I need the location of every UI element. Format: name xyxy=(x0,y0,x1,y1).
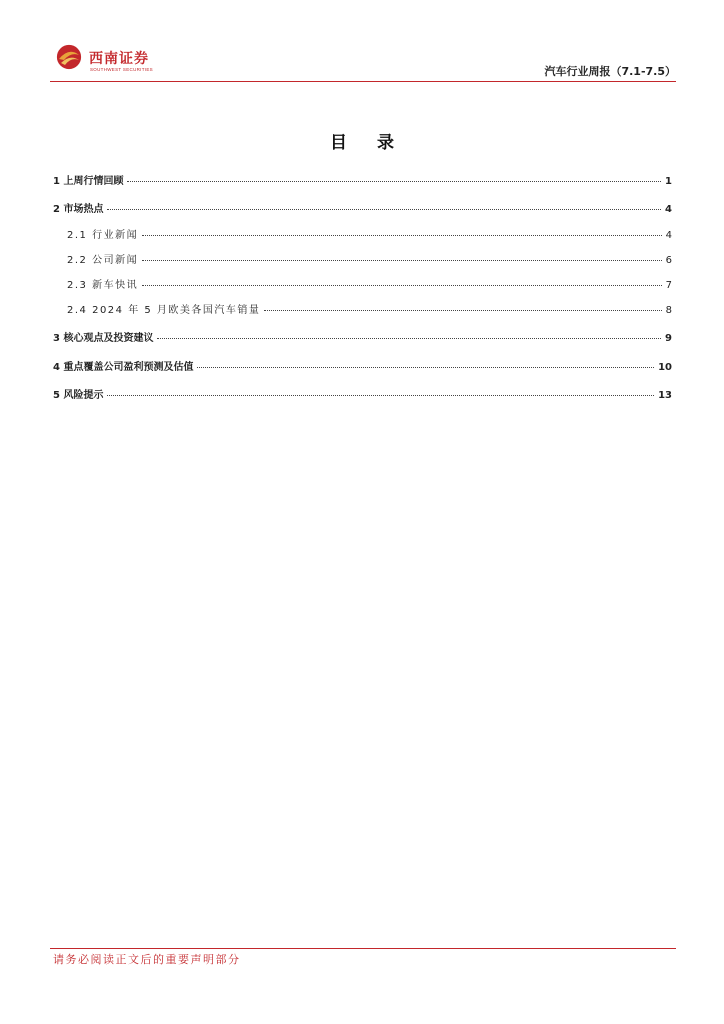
toc-entry[interactable] xyxy=(53,200,672,216)
toc-entry-text: 1 上周行情回顾 xyxy=(53,176,124,187)
toc-title: 目 录 xyxy=(330,133,406,153)
toc-leader-dots xyxy=(107,209,661,210)
report-title: 汽车行业周报（7.1-7.5） xyxy=(544,65,676,78)
toc-entry-text: 3 核心观点及投资建议 xyxy=(53,333,154,344)
toc-leader-dots xyxy=(107,395,654,396)
toc-entry[interactable] xyxy=(67,251,672,267)
toc-entry-page: 4 xyxy=(665,230,672,241)
toc-entry-page: 10 xyxy=(658,362,672,373)
logo-text-cn: 西南证券 xyxy=(89,51,149,67)
header-divider xyxy=(50,81,676,82)
logo-text-en: SOUTHWEST SECURITIES xyxy=(90,67,153,72)
toc-leader-dots xyxy=(142,235,662,236)
toc-leader-dots xyxy=(197,367,654,368)
toc-entry-text: 5 风险提示 xyxy=(53,390,104,401)
toc-leader-dots xyxy=(264,310,661,311)
toc-entry-text: 2 市场热点 xyxy=(53,204,104,215)
toc-leader-dots xyxy=(142,260,662,261)
toc-entry-page: 6 xyxy=(665,255,672,266)
toc-entry[interactable] xyxy=(67,276,672,292)
company-logo xyxy=(55,43,205,75)
logo-emblem-icon xyxy=(55,43,83,71)
footer-divider xyxy=(50,948,676,949)
toc-entry-page: 4 xyxy=(665,204,672,215)
toc-entry-page: 13 xyxy=(658,390,672,401)
toc-entry-page: 1 xyxy=(665,176,672,187)
toc-entry-text: 2.3 新车快讯 xyxy=(67,280,139,291)
toc-entry-page: 7 xyxy=(665,280,672,291)
toc-leader-dots xyxy=(127,181,661,182)
toc-entry-page: 9 xyxy=(665,333,672,344)
page-header xyxy=(50,40,676,82)
toc-leader-dots xyxy=(142,285,662,286)
disclaimer-note: 请务必阅读正文后的重要声明部分 xyxy=(53,953,241,966)
toc-entry-text: 2.1 行业新闻 xyxy=(67,230,139,241)
toc-entry[interactable] xyxy=(53,329,672,345)
toc-entry[interactable] xyxy=(67,226,672,242)
toc-entry-text: 4 重点覆盖公司盈利预测及估值 xyxy=(53,362,194,373)
toc-entry[interactable] xyxy=(67,301,672,317)
toc-entry[interactable] xyxy=(53,386,672,402)
toc-leader-dots xyxy=(157,338,661,339)
toc-entry[interactable] xyxy=(53,358,672,374)
toc-entry-page: 8 xyxy=(665,305,672,316)
toc-entry-text: 2.4 2024 年 5 月欧美各国汽车销量 xyxy=(67,305,261,316)
toc-entry[interactable] xyxy=(53,172,672,188)
toc-entry-text: 2.2 公司新闻 xyxy=(67,255,139,266)
